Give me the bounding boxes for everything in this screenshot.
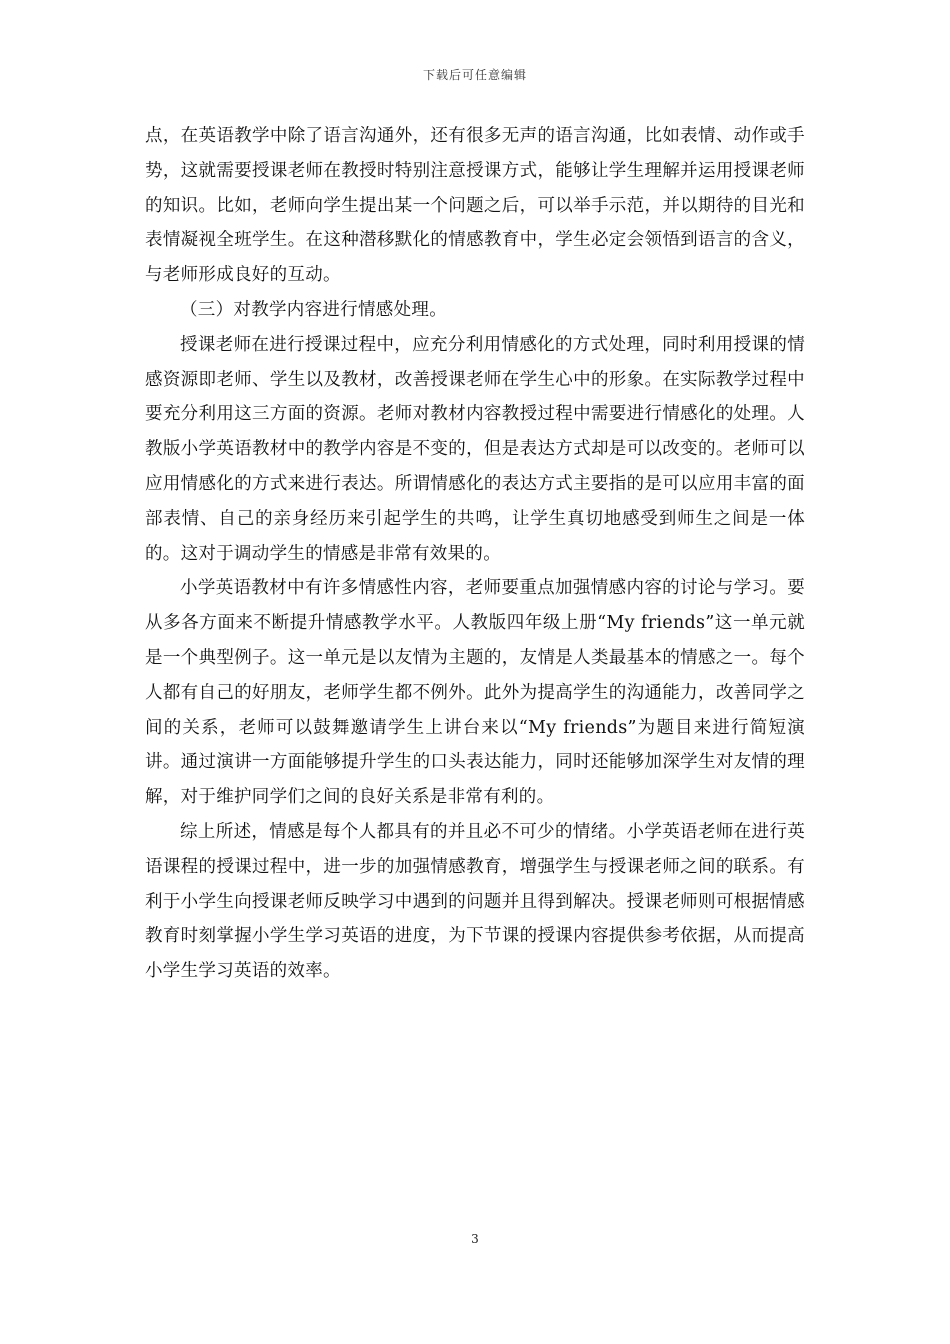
document-body (145, 119, 805, 989)
page-number: 3 (471, 1232, 479, 1246)
page-header: 下载后可任意编辑 (422, 68, 527, 82)
section-heading: （三）对教学内容进行情感处理。 (180, 299, 447, 320)
paragraph: 授课老师在进行授课过程中，应充分利用情感化的方式处理，同时利用授课的情感资源即老师、学生以及教材，改善授课老师在学生心中的形象。在实际教学过程中要充分利用这三方面的资源。老师对教材内容教授过程中需要进行情感化的处理。人教版小学英语教材中的教学内容是不变的，但是表达方式却是可以改变的。老师可以应用情感化的方式来进行表达。所谓情感化的表达方式主要指的是可以应用丰富的面部表情、自己的亲身经历来引起学生的共鸣，让学生真切地感受到师生之间是一体的。这对于调动学生的情感是非常有效果的。 (145, 334, 805, 564)
paragraph-conclusion: 综上所述，情感是每个人都具有的并且必不可少的情绪。小学英语老师在进行英语课程的授课过程中，进一步的加强情感教育，增强学生与授课老师之间的联系。有利于小学生向授课老师反映学习中遇到的问题并且得到解决。授课老师则可根据情感教育时刻掌握小学生学习英语的进度，为下节课的授课内容提供参考依据，从而提高小学生学习英语的效率。 (145, 821, 805, 982)
paragraph-continued: 点，在英语教学中除了语言沟通外，还有很多无声的语言沟通，比如表情、动作或手势，这就需要授课老师在教授时特别注意授课方式，能够让学生理解并运用授课老师的知识。比如，老师向学生提出某一个问题之后，可以举手示范，并以期待的目光和表情凝视全班学生。在这种潜移默化的情感教育中，学生必定会领悟到语言的含义，与老师形成良好的互动。 (145, 126, 805, 286)
paragraph: 小学英语教材中有许多情感性内容，老师要重点加强情感内容的讨论与学习。要从多各方面来不断提升情感教学水平。人教版四年级上册“My friends”这一单元就是一个典型例子。这一单元是以友情为主题的，友情是人类最基本的情感之一。每个人都有自己的好朋友，老师学生都不例外。此外为提高学生的沟通能力，改善同学之间的关系，老师可以鼓舞邀请学生上讲台来以“My friends”为题目来进行简短演讲。通过演讲一方面能够提升学生的口头表达能力，同时还能够加深学生对友情的理解，对于维护同学们之间的良好关系是非常有利的。 (145, 578, 805, 808)
